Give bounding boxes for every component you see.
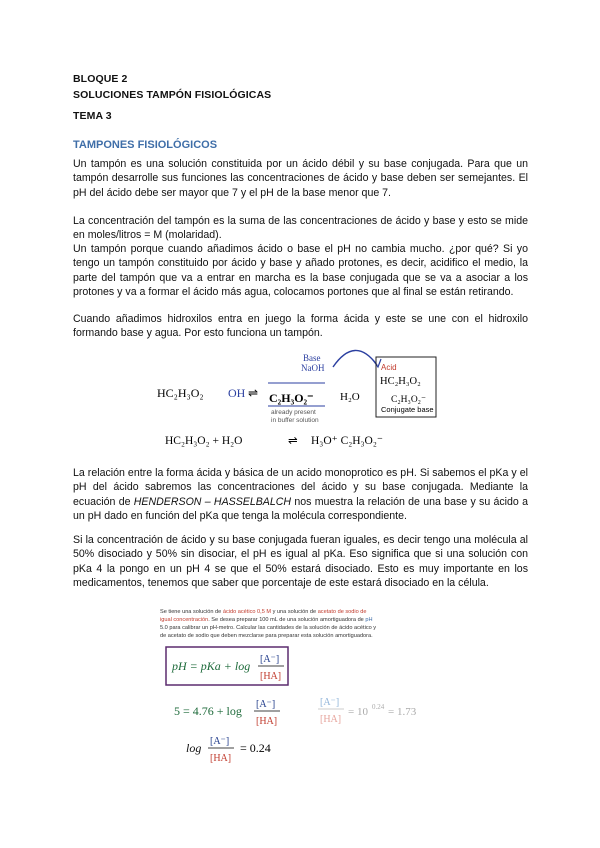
acetate-ion: C₂H₃O₂⁻ [269,391,314,405]
acetic-acid-formula: HC₂H₃O₂ [157,386,204,400]
log-denominator: [HA] [210,753,232,764]
log-numerator: [A⁻] [210,736,230,747]
problem-line-2: igual concentración. Se desea preparar 100 mL de una solución amortiguadora de pH [160,617,373,623]
topic-label: TEMA 3 [73,110,112,122]
section-title: TAMPONES FISIOLÓGICOS [73,139,218,151]
paragraph-1: Un tampón es una solución constituida por un ácido débil y su base conjugada. Para que un tampón desarrolle sus funciones las concentraciones de ácido y base deben ser semejantes. El pH del ácido debe ser mayor que 7 y el pH de la base menor que 7. [73,158,528,199]
block-label: BLOQUE 2 [73,73,128,85]
paragraph-2: La concentración del tampón es la suma de las concentraciones de ácido y base y esto se mide en moles/litros = M (molaridad). [73,215,528,242]
henderson-hasselbalch: HENDERSON – HASSELBALCH [133,495,292,508]
conjugate-formula: C₂H₃O₂⁻ [391,395,427,405]
main-formula: pH = pKa + log [172,659,251,673]
log-label: log [186,741,202,755]
conjugate-label: Conjugate base [381,405,434,414]
paragraph-4: Cuando añadimos hidroxilos entra en juego la forma ácida y este se une con el hidroxilo formando base y agua. Por esto funciona un tampón. [73,313,528,340]
buffer-reaction-figure [155,345,455,455]
base-label: Base [303,353,321,363]
problem-line-1: Se tiene una solución de ácido acético 0,5 M y una solución de acetato de sodio de [160,609,367,615]
paragraph-5 [73,466,528,524]
paragraph-6: Si la concentración de ácido y su base conjugada fueran iguales, es decir tengo una molécula al 50% disociado y 50% sin disociar, el pH es igual al pKa. Eso significa que si una solución con pKa 4 la pongo en un pH 4 se que el 50% estará disociado. Esto es muy importante en los medicamentos, tenemos que saber que porcentaje de este estará disociado en la célula. [73,534,528,590]
paragraph-3: Un tampón porque cuando añadimos ácido o base el pH no cambia mucho. ¿por qué? Si yo tengo un tampón constituido por ácido y base y añado protones, es decir, acidifico el medio, la parte del tampón que va a entrar en marcha es la base conjugada que se va a asociar a los protones y va a formar el ácido más agua, colocamos portones que al final se están retirando. [73,243,528,299]
arrow-curve [333,350,377,367]
acid-label: Acid [381,363,397,372]
arrow-head [373,359,381,367]
document-subtitle: SOLUCIONES TAMPÓN FISIOLÓGICAS [73,89,272,101]
substituted-denominator: [HA] [256,716,278,727]
water-formula: H₂O [340,391,360,403]
equation-2-arrow: ⇌ [288,435,298,447]
substituted-numerator: [A⁻] [256,699,276,710]
equation-2-right: H₃O⁺ C₂H₃O₂⁻ [311,435,383,447]
henderson-example-figure [160,605,450,770]
ratio-exponent: 0.24 [372,703,385,711]
main-numerator: [A⁻] [260,654,280,665]
present-note-1: already present [271,409,316,416]
problem-line-3: 5.0 para calibrar un pH-metro. Calcular las cantidades de la solución de ácido acético y [160,625,377,631]
acid-formula: HC₂H₃O₂ [380,376,421,387]
substituted-formula: 5 = 4.76 + log [174,704,242,718]
problem-line-4: de acetato de sodio que deben mezclarse para preparar esta solución amortiguadora. [160,633,373,639]
log-result: = 0.24 [240,741,271,755]
paragraph-5-part-b: nos muestra la relación de una base y su ácido a un pH dado en función del pKa que tenga la molécula correspondiente. [73,495,528,523]
naoh-label: NaOH [301,363,325,373]
present-note-2: in buffer solution [271,417,319,424]
equation-2-left: HC₂H₃O₂ + H₂O [165,435,243,447]
paragraph-5-part-a: La relación entre la forma ácida y básica de un acido monoprotico es pH. Si sabemos el pKa y el pH del ácido sabremos las concentraciones del ácido y su base conjugada. Mediante la ecuación de [73,467,528,508]
main-denominator: [HA] [260,671,282,682]
hydroxide-label: OH [228,386,246,400]
ratio-value: = 1.73 [388,706,417,718]
ratio-denominator: [HA] [320,714,342,725]
ratio-power: = 10 [348,706,368,718]
equilibrium-arrow: ⇌ [248,386,259,400]
ratio-numerator: [A⁻] [320,697,340,708]
